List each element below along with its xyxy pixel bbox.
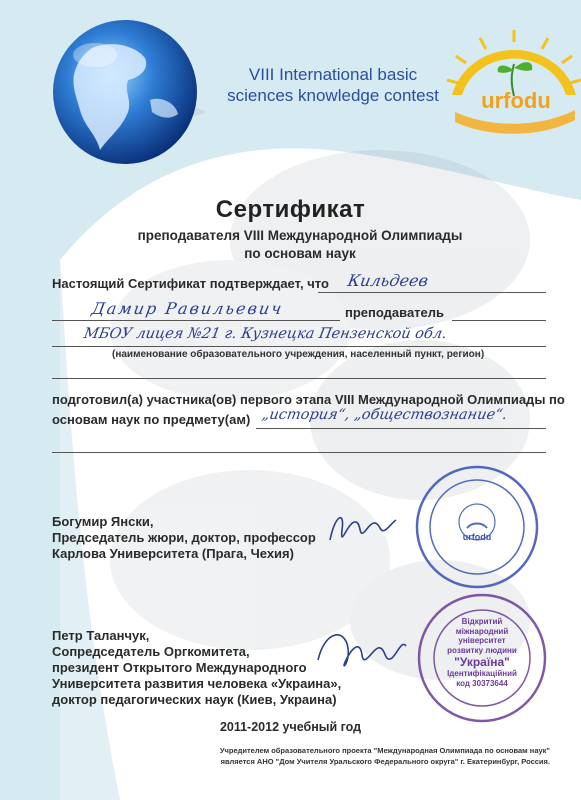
school-caption: (наименование образовательного учреждения, населенный пункт, регион): [112, 349, 485, 360]
signatory2-role1: Сопредседатель Оргкомитета,: [52, 644, 250, 659]
certificate-subtitle-line2: по основам наук: [244, 246, 356, 261]
contest-title: [208, 64, 458, 106]
contest-title-line2: sciences knowledge contest: [227, 86, 439, 105]
signatory1-org: Карлова Университета (Прага, Чехия): [52, 546, 294, 561]
stamp2-center-text: [437, 617, 527, 688]
certificate-subtitle-line1: преподавателя VIII Международной Олимпиады: [137, 228, 463, 243]
prepared-line2: основам наук по предмету(ам): [52, 412, 251, 427]
certificate-title: Сертификат: [215, 196, 366, 223]
surname-line: [318, 292, 546, 293]
stamp2-line6: Ідентифікаційний: [447, 669, 517, 678]
signatory2-name: Петр Таланчук,: [52, 628, 150, 643]
contest-title-line1: VIII International basic: [248, 65, 418, 84]
prepared-line1: подготовил(а) участника(ов) первого этапа VIII Международной Олимпиады по: [52, 392, 565, 407]
stamp2-line5: "Україна": [454, 655, 510, 669]
signatory2-role4: доктор педагогических наук (Киев, Украина): [52, 692, 337, 707]
stamp1-center-text: urfodu: [462, 532, 492, 542]
signatory2-role3: Университета развития человека «Украина»,: [52, 676, 342, 691]
stamp2-line3: університет: [458, 636, 506, 645]
academic-year: 2011-2012 учебный год: [219, 720, 362, 734]
school-handwritten: МБОУ лицея №21 г. Кузнецка Пензенской обл.: [82, 326, 449, 342]
signatory1-name: Богумир Янски,: [52, 514, 154, 529]
blank-line-1: [52, 378, 546, 379]
stamp2-line7: код 30373644: [456, 678, 508, 688]
teacher-line: [452, 320, 546, 321]
footer-note-line1: Учредителем образовательного проекта "Международная Олимпиада по основам наук": [219, 746, 550, 755]
blank-line-2: [52, 452, 546, 453]
stamp2-line2: міжнародний: [455, 626, 509, 636]
surname-handwritten: Кильдеев: [346, 271, 430, 290]
subjects-line: [256, 428, 546, 429]
subjects-handwritten: „история“, „обществознание“.: [260, 407, 509, 423]
school-line: [52, 346, 546, 347]
sun-logo-text: urfodu: [481, 88, 551, 113]
stamp2-line4: розвитку людини: [447, 645, 517, 655]
teacher-label: преподаватель: [345, 305, 445, 320]
footer-note-line2: является АНО "Дом Учителя Уральского Федерального округа" г. Екатеринбург, Россия.: [220, 757, 550, 766]
signatory2-role2: президент Открытого Международного: [52, 660, 307, 675]
confirm-label: Настоящий Сертификат подтверждает, что: [52, 276, 329, 291]
name-handwritten: Дамир Равильевич: [90, 299, 285, 318]
signatory1-role: Председатель жюри, доктор, профессор: [52, 530, 316, 545]
name-line: [52, 320, 340, 321]
stamp2-line1: Відкритий: [461, 617, 503, 626]
